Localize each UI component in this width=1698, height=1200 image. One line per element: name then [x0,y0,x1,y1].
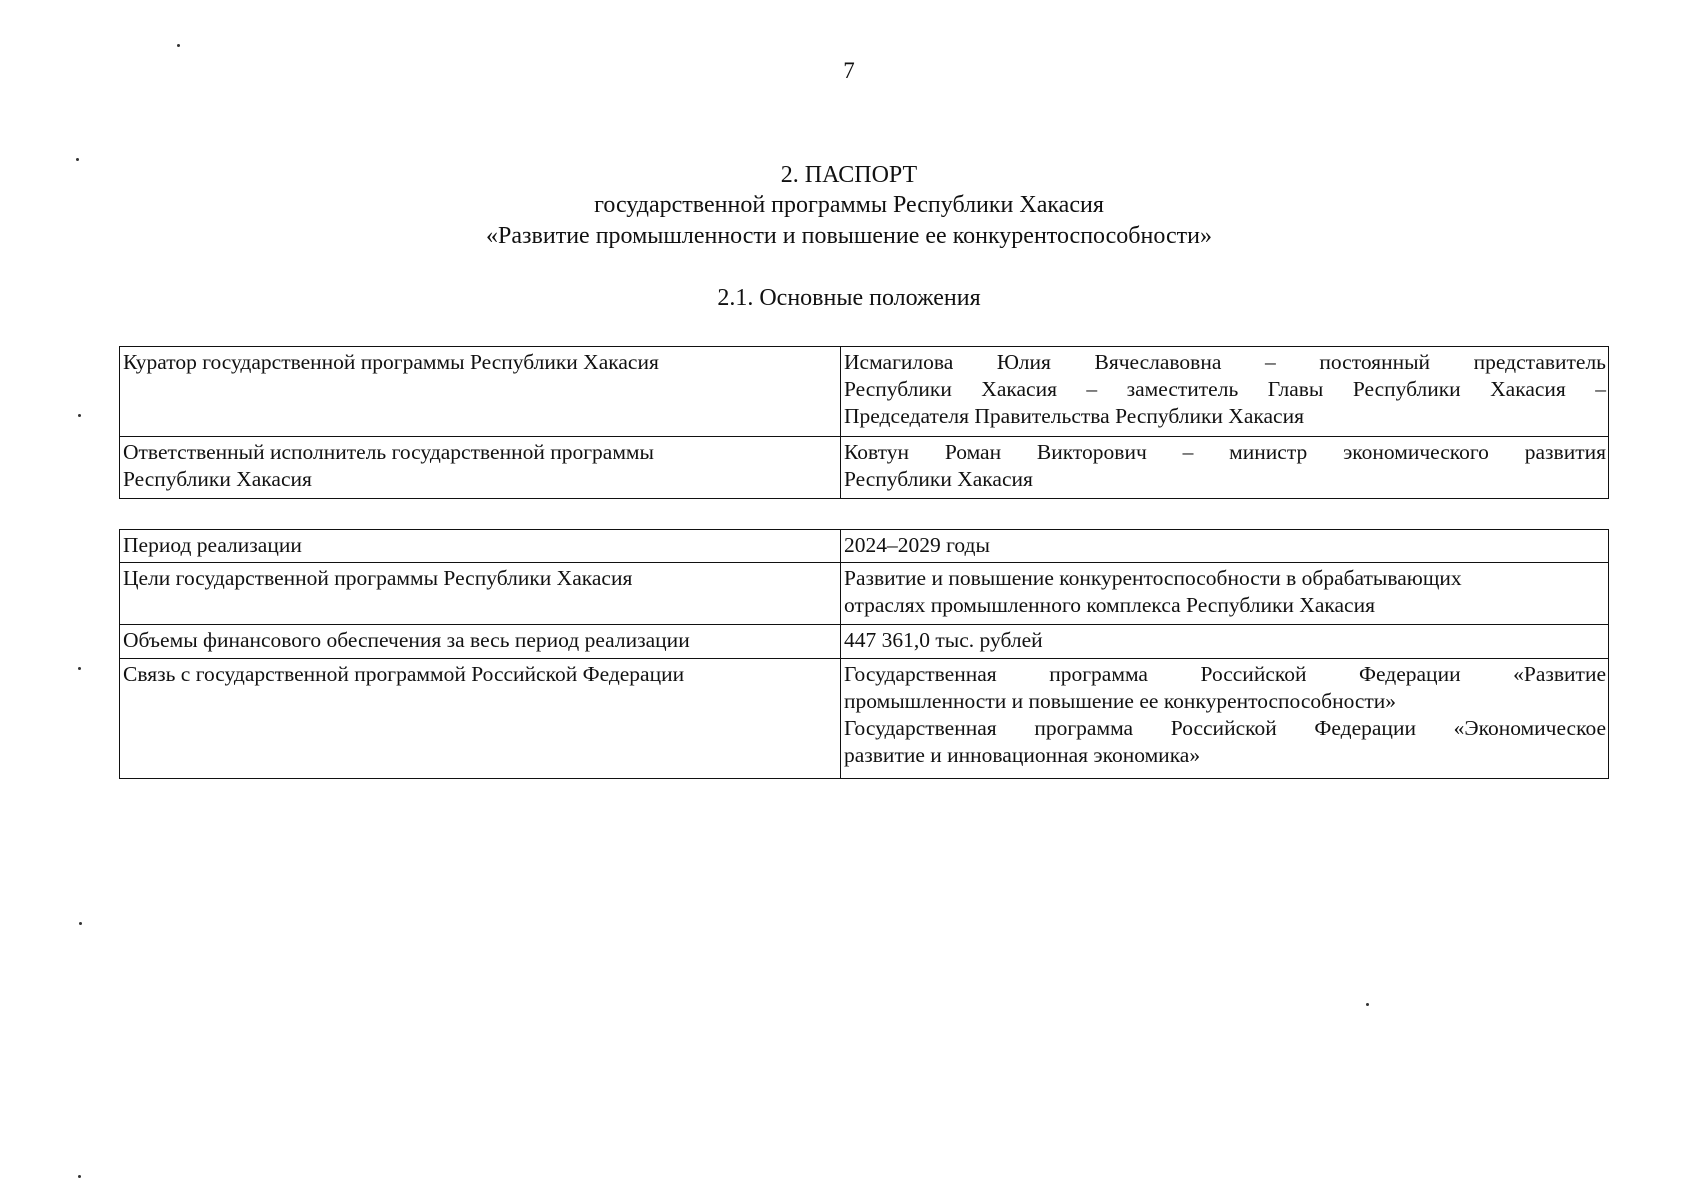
scan-speck [78,1175,81,1178]
executor-value-line-2: Республики Хакасия [844,467,1033,491]
goals-value-line-1: Развитие и повышение конкурентоспособности в обрабатывающих [844,566,1462,590]
curator-value-line-2: Республики Хакасия – заместитель Главы Республики Хакасия – [844,377,1606,401]
executor-label [120,437,841,499]
scan-speck [79,922,82,925]
period-value: 2024–2029 годы [841,530,1609,563]
goals-value-line-2: отраслях промышленного комплекса Республики Хакасия [844,593,1375,617]
program-subtitle: государственной программы Республики Хакасия [594,192,1104,218]
goals-value [841,563,1609,625]
scan-speck [1366,1003,1369,1006]
executor-label-line-2: Республики Хакасия [123,467,312,491]
passport-title: 2. ПАСПОРТ [780,162,918,188]
table-row-period [120,530,1609,563]
federal-link-value-line-2: промышленности и повышение ее конкурентоспособности» [844,689,1397,713]
curator-value-line-3: Председателя Правительства Республики Хакасия [844,404,1304,428]
federal-link-value [841,659,1609,779]
table-row-executor [120,437,1609,499]
funding-label: Объемы финансового обеспечения за весь период реализации [120,625,841,659]
table-row-federal-link [120,659,1609,779]
main-provisions-table-2 [119,529,1609,779]
federal-link-value-line-3: Государственная программа Российской Федерации «Экономическое [844,716,1606,740]
curator-value [841,347,1609,437]
curator-value-line-1: Исмагилова Юлия Вячеславовна – постоянный представитель [844,350,1606,374]
main-provisions-table-1 [119,346,1609,499]
goals-label: Цели государственной программы Республики Хакасия [120,563,841,625]
program-name: «Развитие промышленности и повышение ее конкурентоспособности» [486,223,1212,249]
executor-label-line-1: Ответственный исполнитель государственной программы [123,440,654,464]
scan-speck [78,667,81,670]
federal-link-label: Связь с государственной программой Российской Федерации [120,659,841,779]
period-label: Период реализации [120,530,841,563]
federal-link-value-line-4: развитие и инновационная экономика» [844,743,1201,767]
section-title: 2.1. Основные положения [717,285,981,311]
scan-speck [76,158,79,161]
scan-speck [78,414,81,417]
table-row-curator [120,347,1609,437]
executor-value [841,437,1609,499]
curator-label: Куратор государственной программы Республики Хакасия [120,347,841,437]
funding-value: 447 361,0 тыс. рублей [841,625,1609,659]
federal-link-value-line-1: Государственная программа Российской Федерации «Развитие [844,662,1606,686]
scan-speck [177,44,180,47]
executor-value-line-1: Ковтун Роман Викторович – министр экономического развития [844,440,1606,464]
page-number: 7 [843,58,855,83]
table-row-goals [120,563,1609,625]
table-row-funding [120,625,1609,659]
